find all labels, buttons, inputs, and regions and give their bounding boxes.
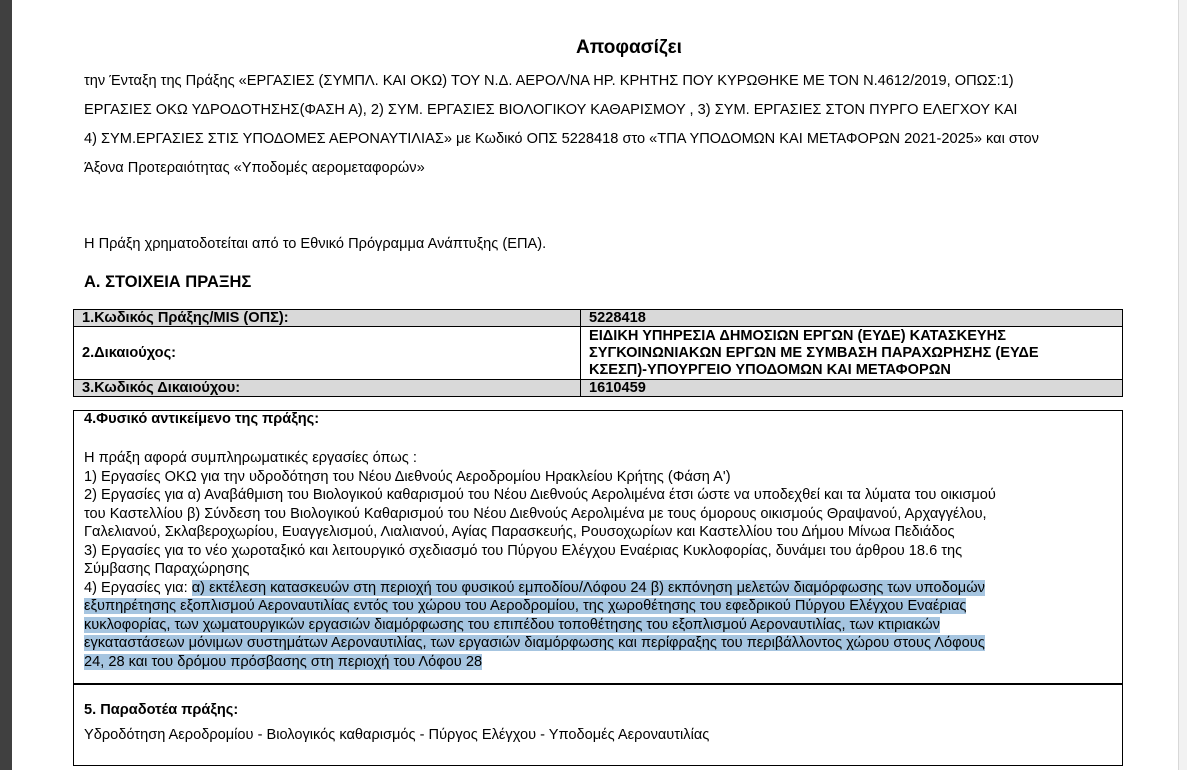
vertical-scrollbar[interactable]	[1178, 0, 1187, 770]
text-line	[84, 616, 1114, 635]
selected-text[interactable]: α) εκτέλεση κατασκευών στη περιοχή του φυσικού εμποδίου/Λόφου 24 β) εκπόνηση μελετών διαμόρφωσης των υποδομών	[191, 579, 985, 596]
window-edge-left	[0, 0, 12, 770]
selected-text[interactable]: 24, 28 και του δρόμου πρόσβασης στη περιοχή του Λόφου 28	[84, 653, 483, 670]
table-row	[74, 327, 1123, 380]
text-line: Σύμβασης Παραχώρησης	[84, 561, 250, 577]
selected-text[interactable]: κυκλοφορίας, των χωματουργικών εργασιών διαμόρφωσης του επιπέδου τοποθέτησης του εξοπλισμού Αεροναυτιλίας, των κτιριακών	[84, 616, 940, 633]
project-info-table	[73, 309, 1123, 397]
text-line: ΚΣΕΣΠ)-ΥΠΟΥΡΓΕΙΟ ΥΠΟΔΟΜΩΝ ΚΑΙ ΜΕΤΑΦΟΡΩΝ	[589, 361, 951, 378]
text-line: ΣΥΓΚΟΙΝΩΝΙΑΚΩΝ ΕΡΓΩΝ ΜΕ ΣΥΜΒΑΣΗ ΠΑΡΑΧΩΡΗΣΗΣ (ΕΥΔΕ	[589, 344, 1039, 361]
deliverables-label: 5. Παραδοτέα πράξης:	[84, 702, 239, 718]
beneficiary-label: 2.Δικαιούχος:	[74, 327, 581, 380]
text-line: 4) ΣΥΜ.ΕΡΓΑΣΙΕΣ ΣΤΙΣ ΥΠΟΔΟΜΕΣ ΑΕΡΟΝΑΥΤΙΛΙΑΣ» με Κωδικό ΟΠΣ 5228418 στο «ΤΠΑ ΥΠΟΔΟΜΩΝ ΚΑΙ ΜΕΤΑΦΟΡΩΝ 2021-2025» και στον	[84, 131, 1039, 147]
deliverables-text: Υδροδότηση Αεροδρομίου - Βιολογικός καθαρισμός - Πύργος Ελέγχου - Υποδομές Αεροναυτιλίας	[84, 727, 710, 743]
selected-text[interactable]: εξυπηρέτησης εξοπλισμού Αεροναυτιλίας εντός του χώρου του Αεροδρομίου, της χωροθέτησης του εφεδρικού Πύργου Ελέγχου Εναέριας	[84, 598, 967, 614]
text-line: την Ένταξη της Πράξης «ΕΡΓΑΣΙΕΣ (ΣΥΜΠΛ. ΚΑΙ ΟΚΩ) ΤΟΥ Ν.Δ. ΑΕΡΟΛ/ΝΑ ΗΡ. ΚΡΗΤΗΣ ΠΟΥ ΚΥΡΩΘΗΚΕ ΜΕ ΤΟΝ Ν.4612/2019, ΟΠΩΣ:1)	[84, 73, 1014, 89]
text-line	[84, 597, 1114, 616]
beneficiary-value	[581, 327, 1123, 380]
text-line	[84, 653, 1114, 672]
physical-object-body	[84, 449, 1114, 671]
text-line: του Καστελλίου β) Σύνδεση του Βιολογικού Καθαρισμού του Νέου Διεθνούς Αερολιμένα με τους όμορους οικισμούς Θραψανού, Αρχαγγέλου,	[84, 505, 987, 522]
text-line: 3) Εργασίες για το νέο χωροταξικό και λειτουργικό σχεδιασμό του Πύργου Ελέγχου Εναέριας Κυκλοφορίας, δυνάμει του άρθρου 18.6 της	[84, 542, 963, 559]
section-a-heading: Α. ΣΤΟΙΧΕΙΑ ΠΡΑΞΗΣ	[84, 273, 252, 291]
project-code-value: 5228418	[581, 310, 1123, 327]
text-line: ΕΡΓΑΣΙΕΣ ΟΚΩ ΥΔΡΟΔΟΤΗΣΗΣ(ΦΑΣΗ Α), 2) ΣΥΜ. ΕΡΓΑΣΙΕΣ ΒΙΟΛΟΓΙΚΟΥ ΚΑΘΑΡΙΣΜΟΥ , 3) ΣΥΜ. ΕΡΓΑΣΙΕΣ ΣΤΟΝ ΠΥΡΓΟ ΕΛΕΓΧΟΥ ΚΑΙ	[84, 102, 1018, 118]
item4-prefix: 4) Εργασίες για:	[84, 579, 192, 596]
physical-object-label: 4.Φυσικό αντικείμενο της πράξης:	[84, 411, 320, 427]
table-row	[74, 310, 1123, 327]
decision-paragraph	[84, 67, 1174, 183]
selected-text[interactable]: εγκαταστάσεων μόνιμων συστημάτων Αεροναυτιλίας, των εργασιών διαμόρφωσης και περίφραξης του περιβάλλοντος χώρου στους Λόφους	[84, 635, 985, 651]
deliverables-box	[73, 684, 1123, 766]
text-line	[84, 579, 1114, 598]
text-line	[84, 634, 1114, 653]
text-line: Άξονα Προτεραιότητας «Υποδομές αερομεταφορών»	[84, 160, 425, 176]
table-row	[74, 380, 1123, 397]
beneficiary-code-value: 1610459	[581, 380, 1123, 397]
page-title: Αποφασίζει	[576, 37, 682, 58]
text-line: ΕΙΔΙΚΗ ΥΠΗΡΕΣΙΑ ΔΗΜΟΣΙΩΝ ΕΡΓΩΝ (ΕΥΔΕ) ΚΑΤΑΣΚΕΥΗΣ	[589, 327, 1006, 344]
beneficiary-code-label: 3.Κωδικός Δικαιούχου:	[74, 380, 581, 397]
funding-statement: Η Πράξη χρηματοδοτείται από το Εθνικό Πρόγραμμα Ανάπτυξης (ΕΠΑ).	[84, 236, 547, 252]
text-line: Η πράξη αφορά συμπληρωματικές εργασίες όπως :	[84, 450, 417, 466]
text-line: 1) Εργασίες ΟΚΩ για την υδροδότηση του Νέου Διεθνούς Αεροδρομίου Ηρακλείου Κρήτης (Φάση Α')	[84, 468, 731, 485]
project-code-label: 1.Κωδικός Πράξης/MIS (ΟΠΣ):	[74, 310, 581, 327]
text-line: Γαλελιανού, Σκλαβεροχωρίου, Ευαγγελισμού, Λιαλιανού, Αγίας Παρασκευής, Ρουσοχωρίων και Καστελλίου του Δήμου Μίνωα Πεδιάδος	[84, 524, 955, 540]
text-line: 2) Εργασίες για α) Αναβάθμιση του Βιολογικού καθαρισμού του Νέου Διεθνούς Αερολιμένα έτσι ώστε να υποδεχθεί και τα λύματα του οικισμού	[84, 487, 996, 503]
